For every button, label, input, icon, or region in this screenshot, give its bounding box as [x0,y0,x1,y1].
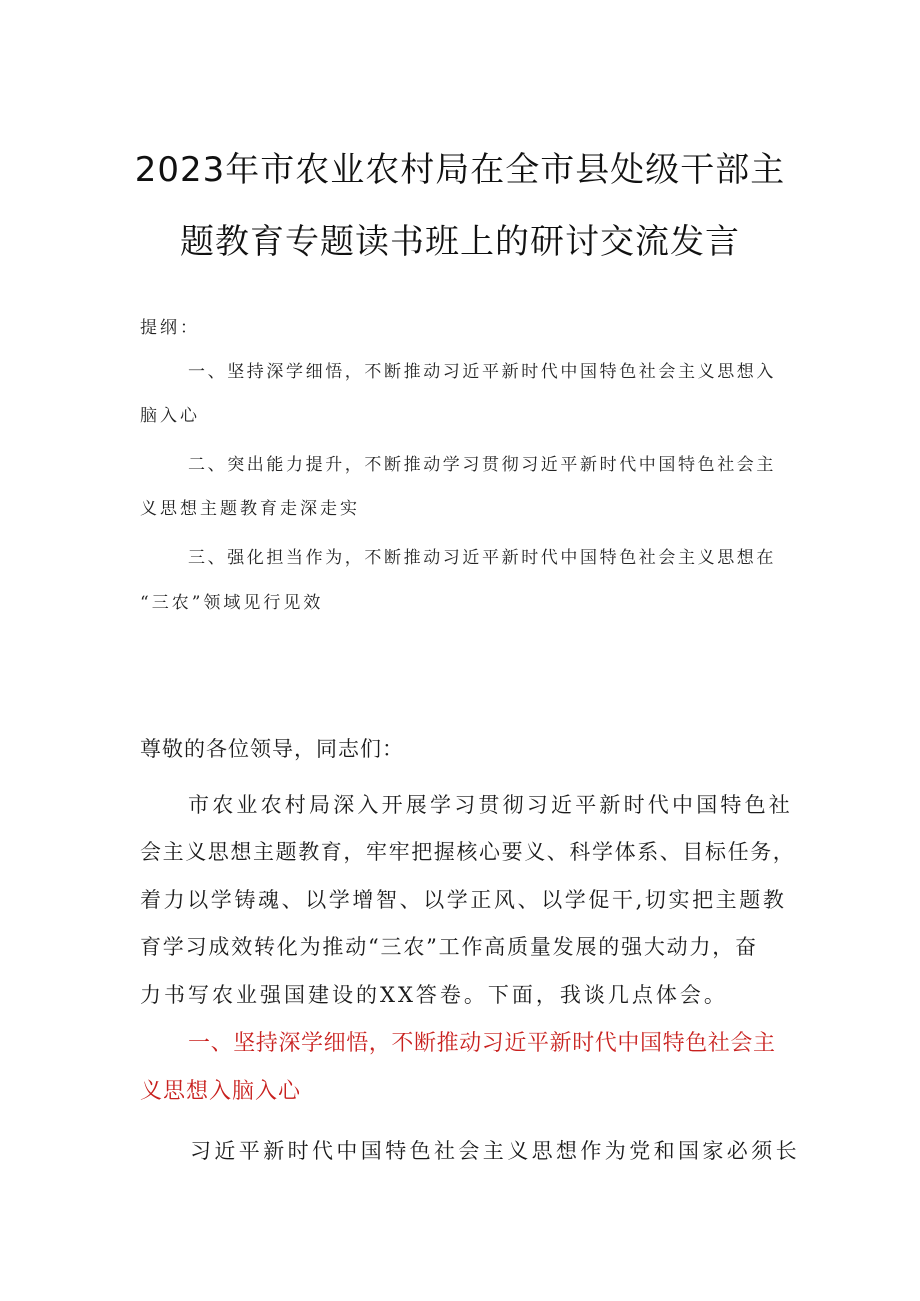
intro-line-2: 会主义思想主题教育，牢牢把握核心要义、科学体系、目标任务， [140,840,796,864]
outline-item-3-line-1: 三、强化担当作为，不断推动习近平新时代中国特色社会主义思想在 [188,548,776,568]
document-title-line-1: 2023年市农业农村局在全市县处级干部主 [134,150,786,190]
section-1-heading-line-1: 一、坚持深学细悟，不断推动习近平新时代中国特色社会主 [188,1031,776,1056]
intro-line-1: 市农业农村局深入开展学习贯彻习近平新时代中国特色社 [188,793,793,817]
intro-line-5: 力书写农业强国建设的XX答卷。下面，我谈几点体会。 [140,983,728,1007]
document-title-line-2: 题教育专题读书班上的研讨交流发言 [180,222,740,262]
section-1-body-line-1: 习近平新时代中国特色社会主义思想作为党和国家必须长 [190,1139,800,1163]
outline-label: 提纲： [140,318,200,338]
outline-item-2-line-2: 义思想主题教育走深走实 [140,499,360,519]
outline-item-2-line-1: 二、突出能力提升，不断推动学习贯彻习近平新时代中国特色社会主 [188,455,776,475]
intro-line-4: 育学习成效转化为推动“三农”工作高质量发展的强大动力，奋 [140,935,758,959]
outline-item-3-line-2: “三农”领域见行见效 [140,593,324,613]
outline-item-1-line-2: 脑入心 [140,406,200,426]
section-1-heading-line-2: 义思想入脑入心 [140,1079,302,1104]
salutation: 尊敬的各位领导，同志们： [140,737,404,761]
intro-line-3: 着力以学铸魂、以学增智、以学正风、以学促干,切实把主题教 [140,888,787,912]
outline-item-1-line-1: 一、坚持深学细悟，不断推动习近平新时代中国特色社会主义思想入 [188,362,776,382]
